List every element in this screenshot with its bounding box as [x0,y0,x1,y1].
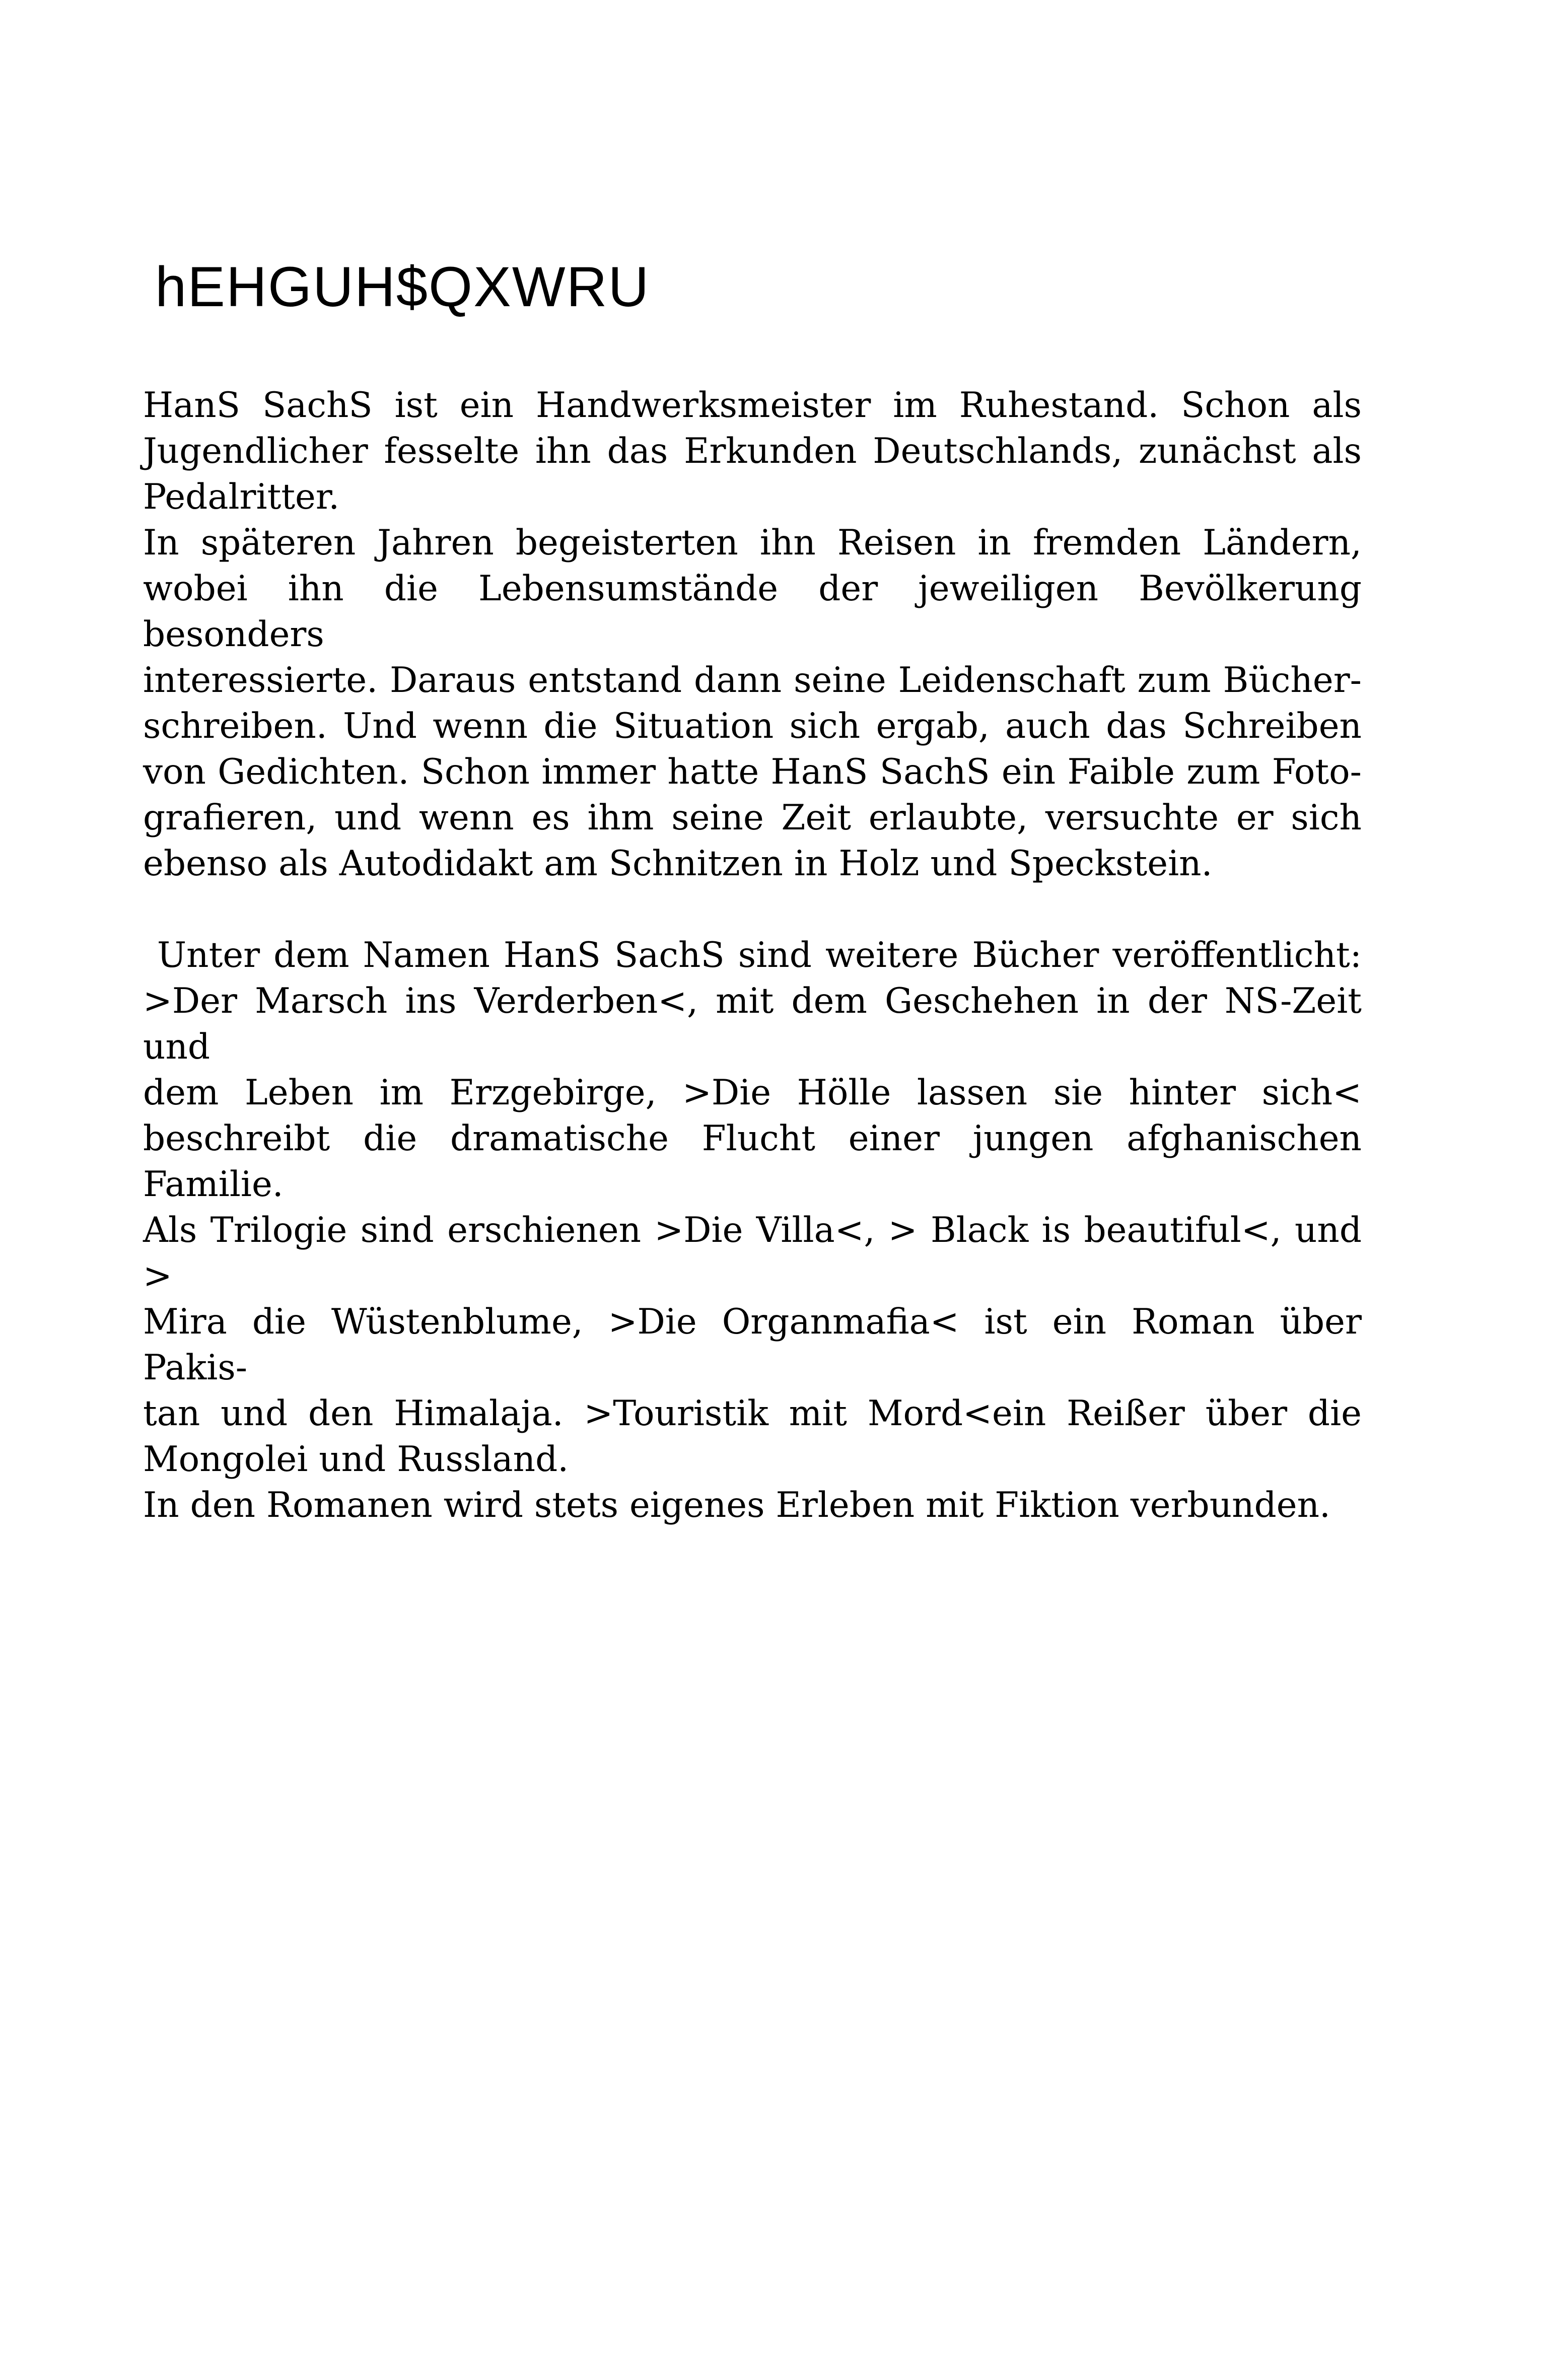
text-line: In den Romanen wird stets eigenes Erleben mit Fiktion verbunden. [143,1485,1330,1525]
text-line: In späteren Jahren begeisterten ihn Reisen in fremden Ländern, [143,523,1362,563]
text-line: grafieren, und wenn es ihm seine Zeit erlaubte, versuchte er sich [143,798,1362,838]
text-line: schreiben. Und wenn die Situation sich ergab, auch das Schreiben [143,706,1362,746]
paragraph-closing [143,1483,1362,1528]
paragraph-gap [143,887,1362,933]
text-line: HanS SachS ist ein Handwerksmeister im Ruhestand. Schon als [143,385,1362,426]
text-line: Pedalritter. [143,477,340,517]
paragraph-books [143,933,1362,1483]
text-line: wobei ihn die Lebensumstände der jeweiligen Bevölkerung besonders [143,569,1362,655]
text-line: Jugendlicher fesselte ihn das Erkunden Deutschlands, zunächst als [143,431,1362,471]
paragraph-travel [143,520,1362,887]
text-line: Mongolei und Russland. [143,1439,569,1480]
text-line: tan und den Himalaja. >Touristik mit Mord<ein Reißer über die [143,1393,1362,1434]
text-line: ebenso als Autodidakt am Schnitzen in Holz und Speckstein. [143,844,1213,884]
text-line: dem Leben im Erzgebirge, >Die Hölle lassen sie hinter sich< [143,1073,1362,1113]
text-line: Mira die Wüstenblume, >Die Organmafia< ist ein Roman über Pakis- [143,1302,1362,1388]
paragraph-intro [143,383,1362,520]
text-line: beschreibt die dramatische Flucht einer jungen afghanischen Familie. [143,1118,1362,1205]
text-line: von Gedichten. Schon immer hatte HanS SachS ein Faible zum Foto- [143,752,1362,792]
text-line: Als Trilogie sind erschienen >Die Villa<, > Black is beautiful<, und > [143,1210,1362,1296]
text-line: >Der Marsch ins Verderben<, mit dem Geschehen in der NS-Zeit und [143,981,1362,1067]
page-heading: hEHGUH$QXWRU [155,255,650,318]
author-bio [143,383,1362,1528]
text-line: Unter dem Namen HanS SachS sind weitere Bücher veröffentlicht: [157,935,1362,975]
text-line: interessierte. Daraus entstand dann seine Leidenschaft zum Bücher- [143,660,1362,701]
